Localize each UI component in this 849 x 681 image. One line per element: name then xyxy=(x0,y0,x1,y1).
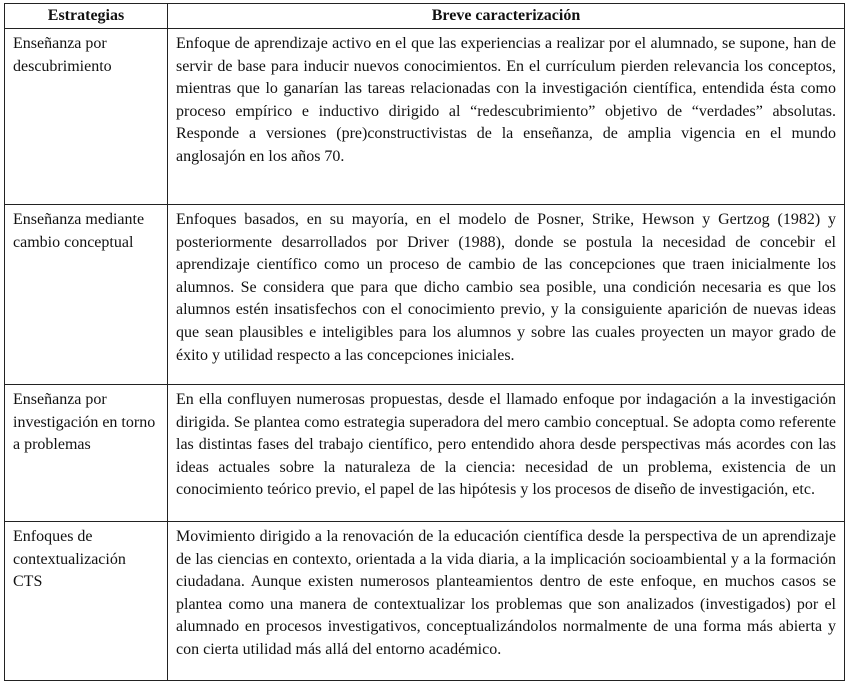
header-row xyxy=(5,4,845,29)
table-row xyxy=(5,29,845,205)
header-description: Breve caracterización xyxy=(168,4,845,29)
strategy-cell: Enfoques de contextualización CTS xyxy=(5,522,168,681)
strategy-cell: Enseñanza mediante cambio conceptual xyxy=(5,205,168,385)
description-cell: Enfoque de aprendizaje activo en el que las experiencias a realizar por el alumnado, se supone, han de servir de base para inducir nuevos conocimientos. En el currículum pierden relevancia los conceptos, mientras que lo ganarían las tareas relacionadas con la investigación científica, entendida ésta como proceso empírico e inductivo dirigido al “redescubrimiento” objetivo de “verdades” absolutas. Responde a versiones (pre)constructivistas de la enseñanza, de amplia vigencia en el mundo anglosajón en los años 70. xyxy=(168,29,845,205)
strategies-table xyxy=(4,3,845,681)
strategies-table-container xyxy=(4,3,844,681)
description-cell: En ella confluyen numerosas propuestas, desde el llamado enfoque por indagación a la investigación dirigida. Se plantea como estrategia superadora del mero cambio conceptual. Se adopta como referente las distintas fases del trabajo científico, pero entendido ahora desde perspectivas más acordes con las ideas actuales sobre la naturaleza de la ciencia: necesidad de un problema, existencia de un conocimiento teórico previo, el papel de las hipótesis y los procesos de diseño de investigación, etc. xyxy=(168,385,845,522)
strategy-cell: Enseñanza por descubrimiento xyxy=(5,29,168,205)
header-strategy: Estrategias xyxy=(5,4,168,29)
table-row xyxy=(5,385,845,522)
table-row xyxy=(5,522,845,681)
table-row xyxy=(5,205,845,385)
description-cell: Enfoques basados, en su mayoría, en el modelo de Posner, Strike, Hewson y Gertzog (1982) y posteriormente desarrollados por Driver (1988), donde se postula la necesidad de concebir el aprendizaje científico como un proceso de cambio de las concepciones que traen inicialmente los alumnos. Se considera que para que dicho cambio sea posible, una condición necesaria es que los alumnos estén insatisfechos con el conocimiento previo, y la consiguiente aparición de nuevas ideas que sean plausibles e inteligibles para los alumnos y sobre las cuales proyecten un mayor grado de éxito y utilidad respecto a las concepciones iniciales. xyxy=(168,205,845,385)
strategy-cell: Enseñanza por investigación en torno a problemas xyxy=(5,385,168,522)
description-cell: Movimiento dirigido a la renovación de la educación científica desde la perspectiva de un aprendizaje de las ciencias en contexto, orientada a la vida diaria, a la implicación socioambiental y a la formación ciudadana. Aunque existen numerosos planteamientos dentro de este enfoque, en muchos casos se plantea como una manera de contextualizar los problemas que son analizados (investigados) por el alumnado en procesos investigativos, conceptualizándolos normalmente de una forma más abierta y con cierta utilidad más allá del entorno académico. xyxy=(168,522,845,681)
